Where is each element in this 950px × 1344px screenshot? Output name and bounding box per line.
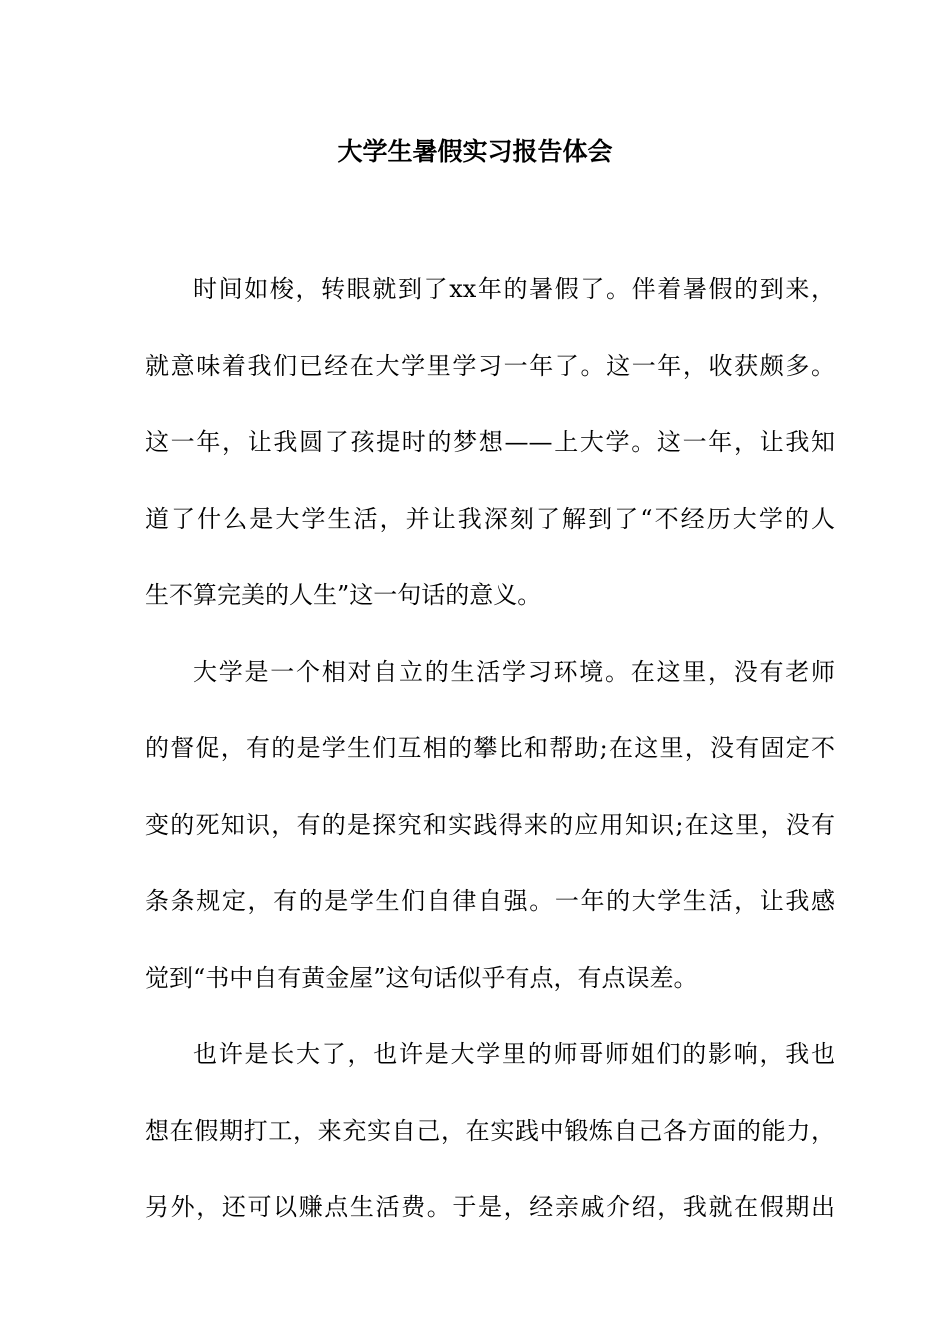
paragraph-1-line-3: 这一年，让我圆了孩提时的梦想——上大学。这一年，让我知 (145, 428, 835, 456)
paragraph-3-line-3: 另外，还可以赚点生活费。于是，经亲戚介绍，我就在假期出 (145, 1193, 835, 1221)
paragraph-3-line-2: 想在假期打工，来充实自己，在实践中锻炼自己各方面的能力， (145, 1116, 835, 1145)
paragraph-2-line-1: 大学是一个相对自立的生活学习环境。在这里，没有老师 (193, 657, 835, 686)
paragraph-1-line-2: 就意味着我们已经在大学里学习一年了。这一年，收获颇多。 (145, 351, 835, 380)
paragraph-2-line-5: 觉到“书中自有黄金屋”这句话似乎有点，有点误差。 (145, 963, 698, 992)
paragraph-1-line-4: 道了什么是大学生活，并让我深刻了解到了“不经历大学的人 (145, 504, 835, 533)
paragraph-2-line-4: 条条规定，有的是学生们自律自强。一年的大学生活，让我感 (145, 887, 835, 915)
paragraph-2-line-3: 变的死知识，有的是探究和实践得来的应用知识;在这里，没有 (145, 810, 835, 839)
paragraph-1-line-5: 生不算完美的人生”这一句话的意义。 (145, 581, 542, 609)
document-title: 大学生暑假实习报告体会 (337, 137, 613, 166)
paragraph-3-line-1: 也许是长大了，也许是大学里的师哥师姐们的影响，我也 (193, 1040, 835, 1068)
paragraph-1-line-1: 时间如梭，转眼就到了xx年的暑假了。伴着暑假的到来， (193, 275, 835, 303)
paragraph-2-line-2: 的督促，有的是学生们互相的攀比和帮助;在这里，没有固定不 (145, 734, 835, 762)
document-body (145, 251, 835, 1246)
